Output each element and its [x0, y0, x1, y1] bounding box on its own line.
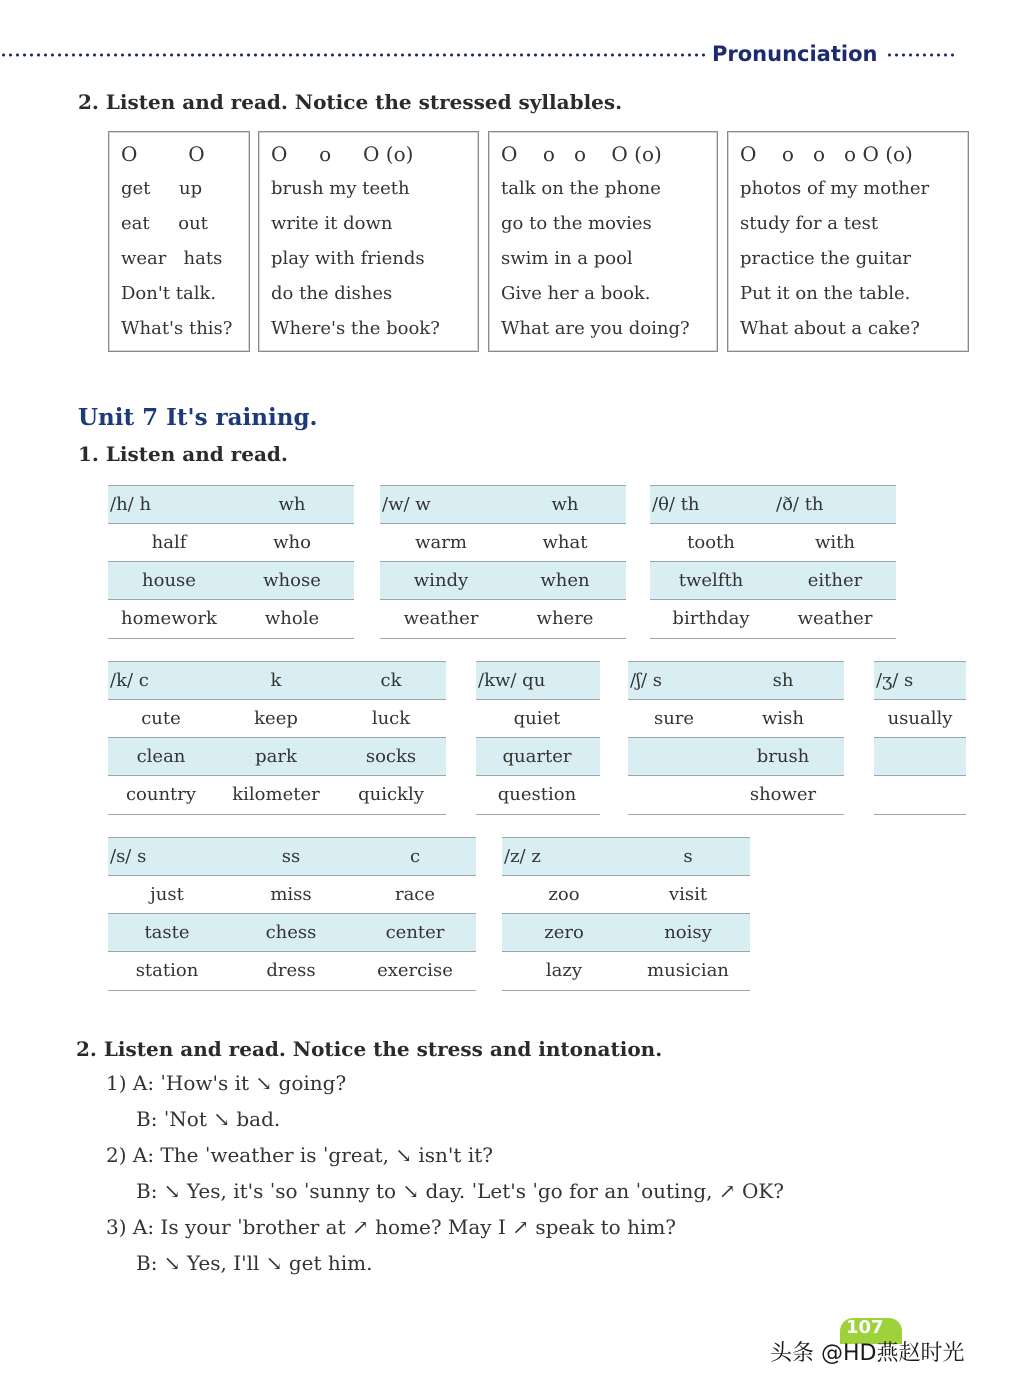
table-cell: visit [668, 884, 708, 905]
table-cell: where [536, 608, 594, 629]
phonics-table-s [108, 837, 476, 991]
table-cell: twelfth [678, 570, 744, 591]
dialog-line: B: ↘ Yes, I'll ↘ get him. [136, 1251, 373, 1275]
table-header: s [683, 846, 693, 867]
table-header: /k/ c [110, 670, 149, 691]
stress-row: What's this? [121, 318, 233, 339]
table-cell: whose [263, 570, 321, 591]
stress-row: photos of my mother [740, 178, 930, 199]
table-cell: what [542, 532, 588, 553]
table-header: /ʃ/ s [630, 670, 662, 691]
table-cell: race [394, 884, 436, 905]
stress-box-1 [108, 131, 250, 352]
table-cell: clean [136, 746, 186, 767]
table-header: sh [772, 670, 794, 691]
table-cell: usually [887, 708, 953, 729]
table-cell: country [125, 784, 197, 805]
stress-row: get up [121, 178, 203, 199]
page-number: 107 [846, 1317, 884, 1338]
stress-pattern: O o o O (o) [501, 142, 662, 166]
watermark-text: 头条 @HD燕赵时光 [770, 1341, 965, 1366]
table-cell: weather [403, 608, 479, 629]
table-header: ss [281, 846, 301, 867]
table-cell: birthday [672, 608, 750, 629]
table-cell: whole [264, 608, 320, 629]
table-cell: zero [544, 922, 584, 943]
table-cell: park [255, 746, 297, 767]
stress-row: swim in a pool [501, 248, 633, 269]
dialog-line: 2) A: The ˈweather is ˈgreat, ↘ isn't it? [106, 1143, 493, 1167]
stress-pattern: O o O (o) [271, 142, 414, 166]
table-cell: half [151, 532, 187, 553]
dialog-line: 3) A: Is your ˈbrother at ↗ home? May I ↗ speak to him? [106, 1215, 677, 1239]
table-header: /kw/ qu [478, 670, 546, 691]
table-cell: zoo [548, 884, 580, 905]
dialog-line: B: ˈNot ↘ bad. [136, 1107, 281, 1131]
stress-box-3 [488, 131, 718, 352]
table-cell: keep [254, 708, 298, 729]
table-cell: house [142, 570, 196, 591]
table-cell: miss [270, 884, 312, 905]
stress-row: What are you doing? [501, 318, 690, 339]
table-cell: homework [121, 608, 217, 629]
stress-row: talk on the phone [501, 178, 661, 199]
phonics-table-kw [476, 661, 600, 815]
dialog-line: B: ↘ Yes, it's ˈso ˈsunny to ↘ day. ˈLet's ˈgo for an ˈouting, ↗ OK? [136, 1179, 785, 1203]
stress-row: write it down [271, 213, 393, 234]
stress-row: Don't talk. [121, 283, 217, 304]
table-cell: shower [749, 784, 817, 805]
stress-pattern: O O [121, 142, 205, 166]
table-header: wh [551, 494, 579, 515]
table-cell: kilometer [232, 784, 320, 805]
table-cell: noisy [664, 922, 712, 943]
table-cell: quarter [502, 746, 572, 767]
stress-row: study for a test [740, 213, 879, 234]
stress-pattern: O o o o O (o) [740, 142, 913, 166]
table-header: /ʒ/ s [876, 670, 914, 691]
table-cell: quiet [513, 708, 561, 729]
table-header: wh [278, 494, 306, 515]
table-cell: with [815, 532, 855, 553]
stress-row: play with friends [271, 248, 425, 269]
table-cell: lazy [545, 960, 583, 981]
section-heading-stress-intonation: 2. Listen and read. Notice the stress and intonation. [76, 1037, 663, 1061]
table-cell: dress [266, 960, 316, 981]
table-cell: either [807, 570, 863, 591]
table-cell: wish [762, 708, 804, 729]
table-cell: sure [653, 708, 695, 729]
table-cell: weather [797, 608, 873, 629]
dialog-line: 1) A: ˈHow's it ↘ going? [106, 1071, 347, 1095]
table-cell: chess [265, 922, 317, 943]
table-cell: center [385, 922, 445, 943]
phonics-table-th [650, 485, 896, 639]
stress-row: practice the guitar [740, 248, 912, 269]
phonics-table-zh [874, 661, 966, 815]
phonics-table-k [108, 661, 446, 815]
table-cell: windy [413, 570, 469, 591]
phonics-table-sh [628, 661, 844, 815]
stress-row: go to the movies [501, 213, 652, 234]
stress-row: Where's the book? [271, 318, 440, 339]
table-cell: question [497, 784, 577, 805]
stress-row: brush my teeth [271, 178, 410, 199]
table-header: /s/ s [110, 846, 147, 867]
table-cell: brush [756, 746, 810, 767]
section-heading-stressed-syllables: 2. Listen and read. Notice the stressed syllables. [78, 90, 623, 114]
table-cell: luck [371, 708, 411, 729]
table-cell: just [150, 884, 184, 905]
stress-row: What about a cake? [740, 318, 920, 339]
table-header: /w/ w [382, 494, 431, 515]
table-header: /ð/ th [776, 494, 824, 515]
unit-title: Unit 7 It's raining. [78, 404, 318, 431]
table-cell: station [135, 960, 199, 981]
table-cell: warm [415, 532, 467, 553]
stress-box-2 [258, 131, 479, 352]
table-header: k [270, 670, 282, 691]
header-title: Pronunciation [712, 42, 878, 66]
stress-row: do the dishes [271, 283, 393, 304]
phonics-table-h [108, 485, 354, 639]
table-cell: when [540, 570, 590, 591]
header-dotted-rule-end [886, 53, 956, 57]
table-cell: who [273, 532, 311, 553]
stress-row: Put it on the table. [740, 283, 911, 304]
table-cell: taste [144, 922, 190, 943]
phonics-table-w [380, 485, 626, 639]
stress-row: wear hats [121, 248, 223, 269]
table-cell: tooth [687, 532, 735, 553]
stress-box-4 [727, 131, 969, 352]
table-cell: musician [647, 960, 729, 981]
table-header: /z/ z [504, 846, 541, 867]
stress-row: eat out [121, 213, 208, 234]
stress-row: Give her a book. [501, 283, 651, 304]
table-header: c [409, 846, 421, 867]
table-header: ck [380, 670, 402, 691]
header-dotted-rule [0, 53, 708, 57]
section-heading-listen-read: 1. Listen and read. [78, 442, 288, 466]
table-cell: exercise [377, 960, 453, 981]
table-header: /θ/ th [652, 494, 700, 515]
table-cell: quickly [358, 784, 424, 805]
table-header: /h/ h [110, 494, 152, 515]
phonics-table-z [502, 837, 750, 991]
table-cell: socks [365, 746, 417, 767]
table-cell: cute [141, 708, 181, 729]
